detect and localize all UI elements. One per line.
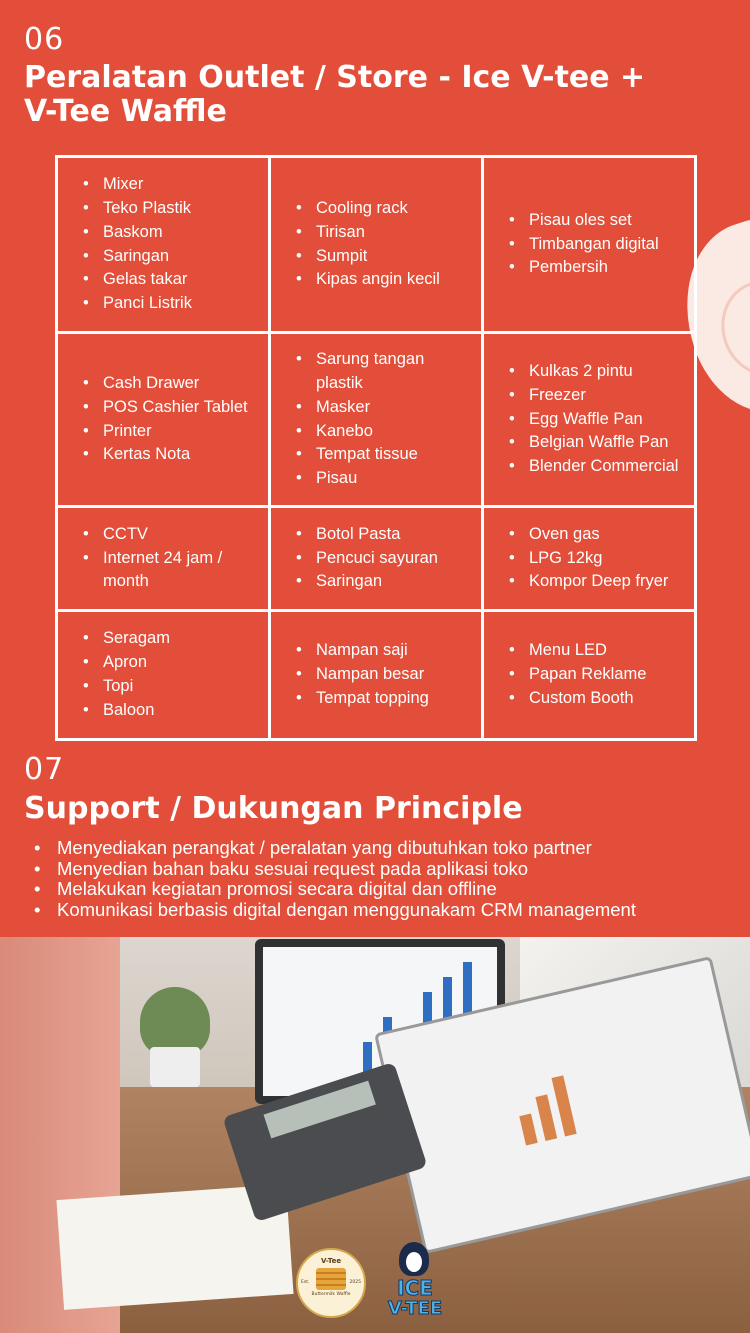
clipboard-chart-bar [552,1075,577,1136]
equipment-item: • Kanebo [296,420,471,444]
support-item: • Komunikasi berbasis digital dengan menggunakam CRM management [34,900,636,921]
equipment-item: • Teko Plastik [83,197,192,221]
equipment-cell [484,158,694,334]
section-6-title [24,61,645,129]
equipment-list [296,348,471,491]
equipment-list [509,360,678,479]
equipment-item: • Nampan besar [296,663,429,687]
equipment-item: • Saringan [83,245,192,269]
equipment-item: • Pisau oles set [509,209,659,233]
office-photo [0,937,750,1333]
equipment-item: • Internet 24 jam / month [83,547,258,595]
equipment-item: • Topi [83,675,170,699]
equipment-cell [271,508,484,612]
equipment-item: • Sarung tangan plastik [296,348,471,396]
waffle-logo-est: Est. [301,1280,310,1285]
plant-pot [150,1047,200,1087]
equipment-item: • Gelas takar [83,268,192,292]
waffle-logo-tagline: Buttermilk Waffle [311,1292,351,1297]
equipment-item: • Kertas Nota [83,443,248,467]
equipment-item: • Timbangan digital [509,233,659,257]
equipment-list [83,523,258,594]
equipment-cell [484,612,694,738]
equipment-item: • Pencuci sayuran [296,547,438,571]
equipment-grid [55,155,697,741]
equipment-cell [58,334,271,508]
equipment-item: • Menu LED [509,639,646,663]
equipment-item: • Apron [83,651,170,675]
equipment-cell [271,334,484,508]
equipment-item: • Tempat tissue [296,443,471,467]
equipment-list [296,639,429,710]
equipment-item: • Panci Listrik [83,292,192,316]
penguin-icon [399,1242,429,1276]
waffle-logo-name: V-Tee [320,1257,342,1265]
equipment-item: • Baloon [83,699,170,723]
support-item: • Menyediakan perangkat / peralatan yang dibutuhkan toko partner [34,838,636,859]
ice-logo-line-1: ICE [397,1276,433,1300]
equipment-item: • Seragam [83,627,170,651]
support-list [34,838,636,920]
equipment-item: • CCTV [83,523,258,547]
equipment-item: • Cooling rack [296,197,440,221]
clipboard-chart-bar [519,1114,537,1146]
equipment-list [509,523,668,594]
equipment-cell [271,612,484,738]
equipment-item: • Saringan [296,570,438,594]
equipment-item: • Printer [83,420,248,444]
waffle-icon [316,1268,346,1290]
equipment-item: • Botol Pasta [296,523,438,547]
equipment-item: • Sumpit [296,245,440,269]
equipment-item: • Masker [296,396,471,420]
equipment-item: • Cash Drawer [83,372,248,396]
equipment-item: • Pisau [296,467,471,491]
section-6-number: 06 [24,22,65,57]
equipment-item: • Egg Waffle Pan [509,408,678,432]
equipment-cell [484,508,694,612]
equipment-item: • Custom Booth [509,687,646,711]
equipment-list [509,209,659,280]
section-7-number: 07 [24,752,65,787]
equipment-item: • Oven gas [509,523,668,547]
equipment-list [296,197,440,292]
equipment-item: • Baskom [83,221,192,245]
equipment-item: • Papan Reklame [509,663,646,687]
equipment-cell [58,612,271,738]
section-6-title-line-2: V-Tee Waffle [24,94,227,129]
equipment-item: • POS Cashier Tablet [83,396,248,420]
support-item: • Menyedian bahan baku sesuai request pada aplikasi toko [34,859,636,880]
equipment-list [509,639,646,710]
equipment-item: • Belgian Waffle Pan [509,431,678,455]
equipment-cell [58,508,271,612]
equipment-list [83,372,248,467]
equipment-item: • Kulkas 2 pintu [509,360,678,384]
equipment-cell [271,158,484,334]
equipment-item: • Kipas angin kecil [296,268,440,292]
equipment-item: • Nampan saji [296,639,429,663]
equipment-item: • LPG 12kg [509,547,668,571]
clipboard-chart-bar [535,1094,557,1141]
equipment-cell [484,334,694,508]
equipment-list [296,523,438,594]
section-6-title-line-1: Peralatan Outlet / Store - Ice V-tee + [24,60,646,95]
equipment-list [83,627,170,722]
equipment-item: • Freezer [509,384,678,408]
waffle-logo-year: 2025 [349,1280,361,1285]
support-item: • Melakukan kegiatan promosi secara digital dan offline [34,879,636,900]
equipment-item: • Blender Commercial [509,455,678,479]
ice-v-tee-logo [381,1242,449,1324]
equipment-item: • Tirisan [296,221,440,245]
section-7-title: Support / Dukungan Principle [24,791,523,826]
equipment-item: • Pembersih [509,256,659,280]
v-tee-waffle-logo [296,1248,366,1318]
equipment-cell [58,158,271,334]
equipment-item: • Kompor Deep fryer [509,570,668,594]
equipment-item: • Mixer [83,173,192,197]
ice-logo-line-2: V-TEE [387,1298,443,1319]
equipment-item: • Tempat topping [296,687,429,711]
equipment-list [83,173,192,316]
